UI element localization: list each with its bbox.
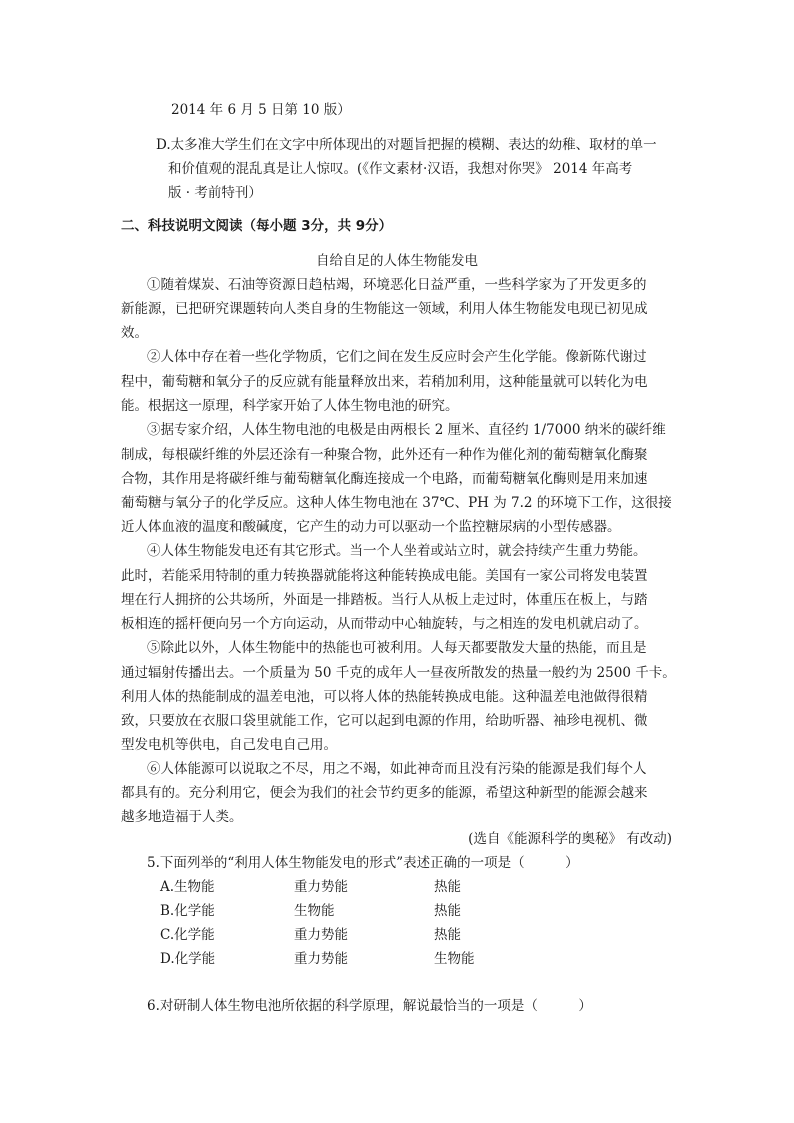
article-p2-line-1: ②人体中存在着一些化学物质，它们之间在发生反应时会产生化学能。像新陈代谢过 [147,349,647,365]
option-b-col-2: 生物能 [294,903,335,919]
option-d-col-3: 生物能 [434,951,475,967]
article-title: 自给自足的人体生物能发电 [316,253,478,269]
option-d-col-2: 重力势能 [294,951,348,967]
article-p2-line-2: 程中，葡萄糖和氧分子的反应就有能量释放出来，若稍加利用，这种能量就可以转化为电 [121,374,648,390]
option-a-col-1: A.生物能 [160,879,215,895]
option-a-col-2: 重力势能 [294,879,348,895]
article-p6-line-3: 越多地造福于人类。 [121,809,243,825]
prev-option-d-line-1: D.太多准大学生们在文字中所体现出的对题旨把握的模糊、表达的幼稚、取材的单一 [156,137,657,153]
prev-citation-continuation: 2014 年 6 月 5 日第 10 版） [171,102,351,118]
option-d-col-1: D.化学能 [160,951,216,967]
option-b-col-3: 热能 [434,903,461,919]
option-a-col-3: 热能 [434,879,461,895]
prev-option-d-line-3: 版 · 考前特刊） [168,185,262,201]
article-p4-line-3: 埋在行人拥挤的公共场所，外面是一排踏板。当行人从板上走过时，体重压在板上，与踏 [121,592,648,608]
question-5-stem: 5.下面列举的“利用人体生物能发电的形式”表述正确的一项是（ ） [147,855,579,871]
article-p6-line-2: 都具有的。充分利用它，便会为我们的社会节约更多的能源，希望这种新型的能源会越来 [121,785,648,801]
article-p5-line-2: 通过辐射传播出去。一个质量为 50 千克的成年人一昼夜所散发的热量一般约为 2500 千卡。 [121,665,676,681]
article-p3-line-4: 葡萄糖与氧分子的化学反应。这种人体生物电池在 37℃、PH 为 7.2 的环境下工作，这很接 [121,495,672,511]
option-c-col-3: 热能 [434,927,461,943]
question-6-stem: 6.对研制人体生物电池所依据的科学原理，解说最恰当的一项是（ ） [147,998,592,1014]
article-p4-line-2: 此时，若能采用特制的重力转换器就能将这种能转换成电能。美国有一家公司将发电装置 [121,568,648,584]
option-b-col-1: B.化学能 [160,903,215,919]
article-p3-line-2: 制成，每根碳纤维的外层还涂有一种聚合物，此外还有一种作为催化剂的葡萄糖氧化酶聚 [121,447,648,463]
article-p1-line-2: 新能源，已把研究课题转向人类自身的生物能这一领域，利用人体生物能发电现已初见成 [121,301,648,317]
article-p4-line-4: 板相连的摇杆便向另一个方向运动，从而带动中心轴旋转，与之相连的发电机就启动了。 [121,616,648,632]
article-p3-line-3: 合物，其作用是将碳纤维与葡萄糖氧化酶连接成一个电路，而葡萄糖氧化酶则是用来加速 [121,471,648,487]
option-c-col-2: 重力势能 [294,927,348,943]
article-p4-line-1: ④人体生物能发电还有其它形式。当一个人坐着或站立时，就会持续产生重力势能。 [147,543,647,559]
article-p5-line-5: 型发电机等供电，自己发电自己用。 [121,737,337,753]
article-p6-line-1: ⑥人体能源可以说取之不尽，用之不竭，如此神奇而且没有污染的能源是我们每个人 [147,761,647,777]
article-p1-line-3: 效。 [121,325,148,341]
option-c-col-1: C.化学能 [160,927,215,943]
article-p1-line-1: ①随着煤炭、石油等资源日趋枯竭，环境恶化日益严重，一些科学家为了开发更多的 [147,277,647,293]
prev-option-d-line-2: 和价值观的混乱真是让人惊叹。(《作文素材·汉语，我想对你哭》 2014 年高考 [168,161,633,177]
article-source: (选自《能源科学的奥秘》 有改动) [468,831,672,847]
article-p3-line-5: 近人体血液的温度和酸碱度，它产生的动力可以驱动一个监控糖尿病的小型传感器。 [121,519,621,535]
article-p5-line-3: 利用人体的热能制成的温差电池，可以将人体的热能转换成电能。这种温差电池做得很精 [121,689,648,705]
article-p3-line-1: ③据专家介绍，人体生物电池的电极是由两根长 2 厘米、直径约 1/7000 纳米的碳纤维 [147,422,666,438]
article-p5-line-1: ⑤除此以外，人体生物能中的热能也可被利用。人每天都要散发大量的热能，而且是 [147,640,647,656]
article-p5-line-4: 致，只要放在衣服口袋里就能工作，它可以起到电源的作用，给助听器、袖珍电视机、微 [121,713,648,729]
article-p2-line-3: 能。根据这一原理，科学家开始了人体生物电池的研究。 [121,398,459,414]
section-heading: 二、科技说明文阅读（每小题 3分，共 9分） [121,218,393,234]
